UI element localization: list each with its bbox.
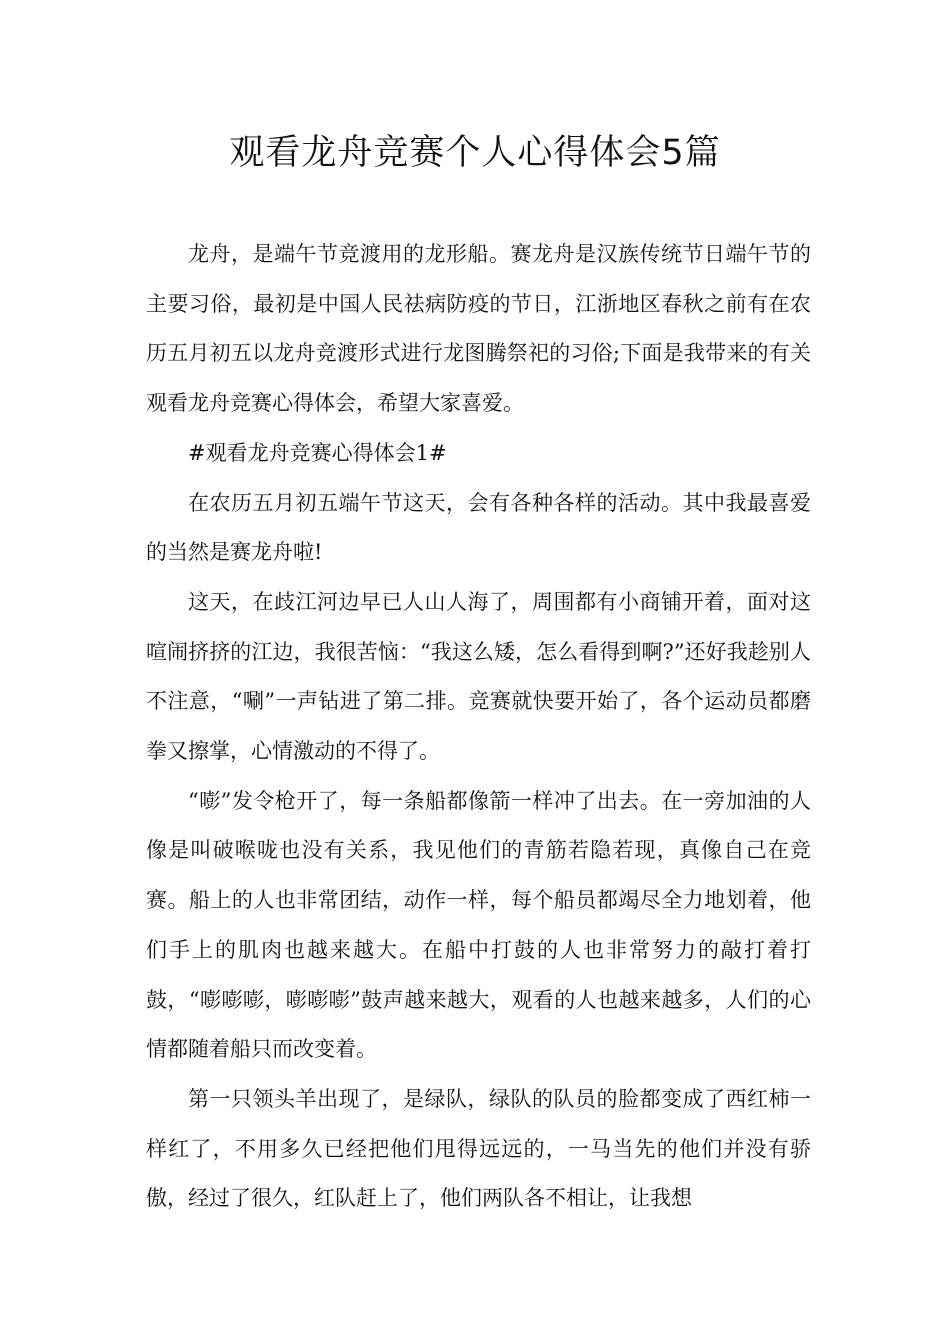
paragraph: 这天，在歧江河边早已人山人海了，周围都有小商铺开着，面对这喧闹挤挤的江边，我很苦恼：“我这么矮，怎么看得到啊?”还好我趁别人不注意，“唰”一声钻进了第二排。竞赛就快要开始了，各个运动员都磨拳又擦掌，心情激动的不得了。 [146,589,811,764]
paragraph: “嘭”发令枪开了，每一条船都像箭一样冲了出去。在一旁加油的人像是叫破喉咙也没有关系，我见他们的青筋若隐若现，真像自己在竞赛。船上的人也非常团结，动作一样，每个船员都竭尽全力地划着，他们手上的肌肉也越来越大。在船中打鼓的人也非常努力的敲打着打鼓，“嘭嘭嘭，嘭嘭嘭”鼓声越来越大，观看的人也越来越多，人们的心情都随着船只而改变着。 [146,788,811,1062]
section-heading: #观看龙舟竞赛心得体会1# [188,440,447,465]
document-title: 观看龙舟竞赛个人心得体会5篇 [229,133,721,173]
paragraph-intro: 龙舟，是端午节竞渡用的龙形船。赛龙舟是汉族传统节日端午节的主要习俗，最初是中国人民祛病防疫的节日，江浙地区春秋之前有在农历五月初五以龙舟竞渡形式进行龙图腾祭祀的习俗;下面是我带来的有关观看龙舟竞赛心得体会，希望大家喜爱。 [146,242,811,416]
paragraph: 第一只领头羊出现了，是绿队，绿队的队员的脸都变成了西红柿一样红了，不用多久已经把他们甩得远远的，一马当先的他们并没有骄傲，经过了很久，红队赶上了，他们两队各不相让，让我想 [146,1086,811,1211]
document-body [146,230,811,1224]
paragraph: 在农历五月初五端午节这天，会有各种各样的活动。其中我最喜爱的当然是赛龙舟啦! [146,490,811,565]
